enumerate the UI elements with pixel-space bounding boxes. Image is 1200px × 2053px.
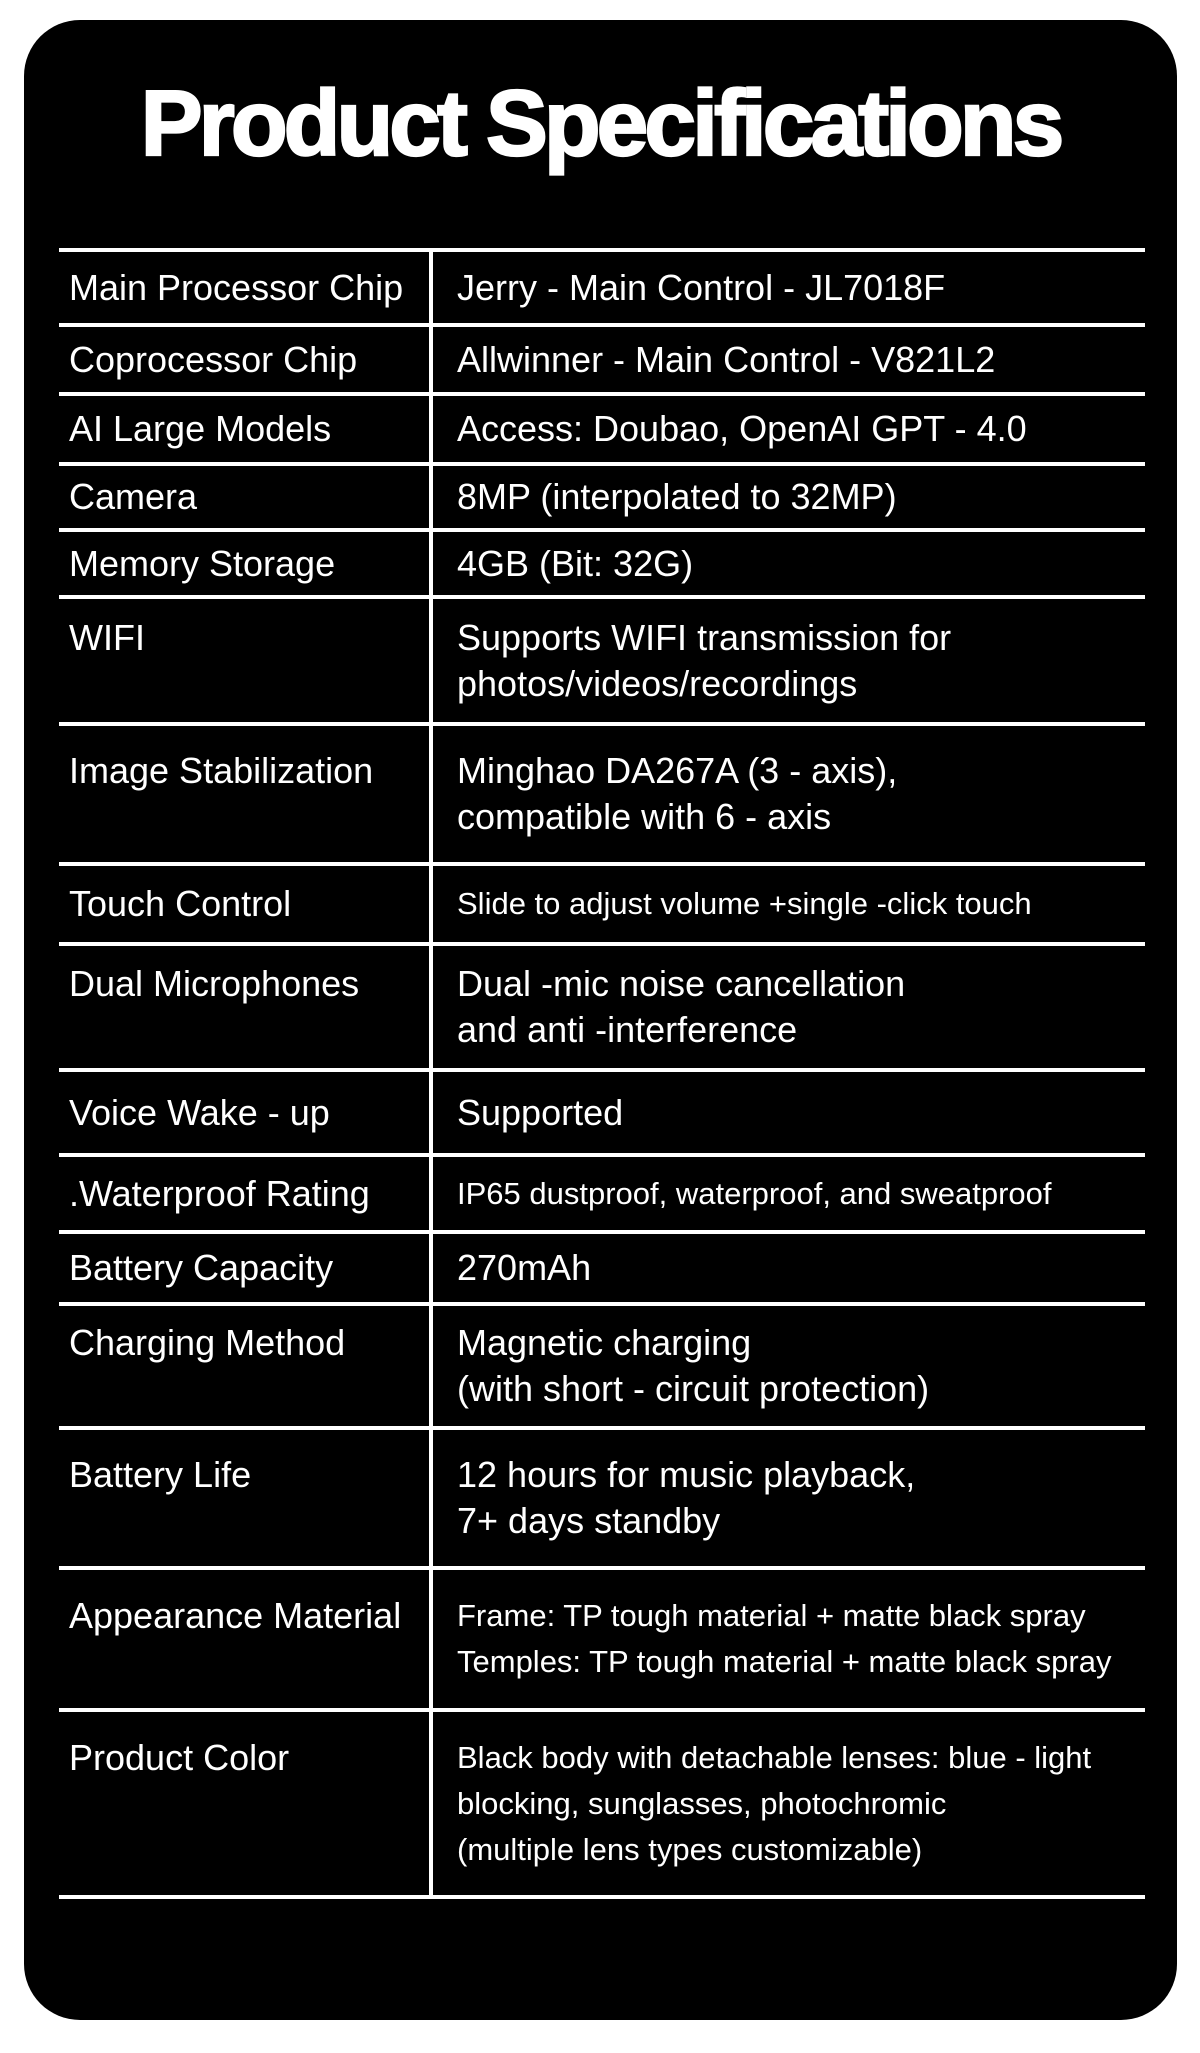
table-row bbox=[59, 1306, 1145, 1430]
spec-value-line: Magnetic charging bbox=[457, 1322, 752, 1363]
label-align-spacer bbox=[69, 661, 70, 707]
spec-value-line: photos/videos/recordings bbox=[457, 662, 858, 704]
spec-value-cell bbox=[433, 532, 1145, 595]
label-align-spacer bbox=[69, 1639, 70, 1685]
spec-label: Product Color bbox=[69, 1736, 290, 1778]
spec-value-line: Supports WIFI transmission for bbox=[457, 616, 952, 658]
spec-value-line: (multiple lens types customizable) bbox=[457, 1831, 923, 1867]
spec-value-line: 270mAh bbox=[457, 1247, 592, 1288]
spec-value-line: Slide to adjust volume +single -click touch bbox=[457, 886, 1032, 921]
spec-label: Main Processor Chip bbox=[69, 266, 404, 308]
spec-value-line: Access: Doubao, OpenAI GPT - 4.0 bbox=[457, 408, 1027, 449]
table-row bbox=[59, 466, 1145, 532]
spec-value-line: compatible with 6 - axis bbox=[457, 796, 832, 837]
table-row bbox=[59, 866, 1145, 946]
table-row bbox=[59, 1712, 1145, 1899]
spec-value-cell bbox=[433, 1712, 1145, 1895]
spec-label-cell bbox=[59, 1157, 433, 1230]
spec-label-cell bbox=[59, 599, 433, 722]
spec-label-cell bbox=[59, 1072, 433, 1153]
spec-label-cell bbox=[59, 866, 433, 942]
table-row bbox=[59, 252, 1145, 327]
spec-label: Touch Control bbox=[69, 883, 292, 924]
spec-value-cell bbox=[433, 946, 1145, 1068]
spec-value-cell bbox=[433, 866, 1145, 942]
spec-value-cell bbox=[433, 599, 1145, 722]
spec-value-line: Black body with detachable lenses: blue - light bbox=[457, 1739, 1092, 1775]
spec-label: Image Stabilization bbox=[69, 750, 374, 791]
spec-value-line: Allwinner - Main Control - V821L2 bbox=[457, 338, 996, 380]
spec-label: .Waterproof Rating bbox=[69, 1172, 370, 1214]
spec-value-line: 12 hours for music playback, bbox=[457, 1454, 916, 1495]
spec-value-line: 4GB (Bit: 32G) bbox=[457, 542, 694, 584]
spec-label-cell bbox=[59, 396, 433, 462]
table-row bbox=[59, 1570, 1145, 1712]
spec-label: Charging Method bbox=[69, 1322, 346, 1363]
spec-value-line: Minghao DA267A (3 - axis), bbox=[457, 750, 898, 791]
spec-label-cell bbox=[59, 252, 433, 323]
spec-value-line: 7+ days standby bbox=[457, 1500, 721, 1541]
spec-label: Dual Microphones bbox=[69, 963, 360, 1004]
table-row bbox=[59, 532, 1145, 599]
table-row bbox=[59, 599, 1145, 726]
spec-value-cell bbox=[433, 252, 1145, 323]
spec-value-cell bbox=[433, 1157, 1145, 1230]
table-row bbox=[59, 726, 1145, 866]
spec-label: Battery Capacity bbox=[69, 1247, 334, 1288]
spec-value-cell bbox=[433, 466, 1145, 528]
spec-label: Voice Wake - up bbox=[69, 1091, 330, 1133]
spec-label-cell bbox=[59, 726, 433, 862]
label-align-spacer bbox=[69, 1498, 70, 1544]
page-title: Product Specifications bbox=[140, 71, 1061, 175]
spec-label-cell bbox=[59, 1570, 433, 1708]
table-row bbox=[59, 1430, 1145, 1570]
label-align-spacer bbox=[69, 794, 70, 840]
spec-value-cell bbox=[433, 396, 1145, 462]
spec-label-cell bbox=[59, 466, 433, 528]
spec-table bbox=[59, 248, 1145, 1899]
spec-value-line: blocking, sunglasses, photochromic bbox=[457, 1785, 947, 1821]
spec-value-line: Temples: TP tough material + matte black spray bbox=[457, 1644, 1112, 1679]
spec-value-line: Jerry - Main Control - JL7018F bbox=[457, 266, 946, 308]
spec-card bbox=[24, 20, 1177, 2020]
spec-value-cell bbox=[433, 1072, 1145, 1153]
spec-value-line: Dual -mic noise cancellation bbox=[457, 963, 906, 1004]
spec-value-line: and anti -interference bbox=[457, 1009, 798, 1050]
spec-value-cell bbox=[433, 1234, 1145, 1302]
table-row bbox=[59, 396, 1145, 466]
spec-value-cell bbox=[433, 1306, 1145, 1426]
table-row bbox=[59, 1157, 1145, 1234]
spec-value-cell bbox=[433, 1570, 1145, 1708]
spec-value-line: 8MP (interpolated to 32MP) bbox=[457, 476, 897, 517]
spec-label: Memory Storage bbox=[69, 542, 336, 584]
spec-label-cell bbox=[59, 1234, 433, 1302]
spec-value-cell bbox=[433, 726, 1145, 862]
spec-value-line: Supported bbox=[457, 1091, 624, 1133]
spec-label-cell bbox=[59, 1712, 433, 1895]
label-align-spacer bbox=[69, 1366, 70, 1412]
spec-label: Appearance Material bbox=[69, 1595, 402, 1636]
spec-value-cell bbox=[433, 1430, 1145, 1566]
spec-label: AI Large Models bbox=[69, 408, 332, 449]
table-row bbox=[59, 946, 1145, 1072]
spec-label: Battery Life bbox=[69, 1454, 252, 1495]
spec-value-line: Frame: TP tough material + matte black spray bbox=[457, 1598, 1086, 1633]
spec-label: Camera bbox=[69, 476, 198, 517]
spec-label: WIFI bbox=[69, 616, 145, 658]
table-row bbox=[59, 1072, 1145, 1157]
table-row bbox=[59, 327, 1145, 396]
spec-label-cell bbox=[59, 327, 433, 392]
spec-value-line: (with short - circuit protection) bbox=[457, 1368, 930, 1409]
spec-label-cell bbox=[59, 946, 433, 1068]
spec-value-cell bbox=[433, 327, 1145, 392]
label-align-spacer bbox=[69, 1007, 70, 1053]
spec-label: Coprocessor Chip bbox=[69, 338, 358, 380]
label-align-spacer bbox=[69, 1781, 70, 1873]
spec-label-cell bbox=[59, 1430, 433, 1566]
spec-value-line: IP65 dustproof, waterproof, and sweatproof bbox=[457, 1175, 1052, 1211]
table-row bbox=[59, 1234, 1145, 1306]
spec-label-cell bbox=[59, 532, 433, 595]
spec-label-cell bbox=[59, 1306, 433, 1426]
